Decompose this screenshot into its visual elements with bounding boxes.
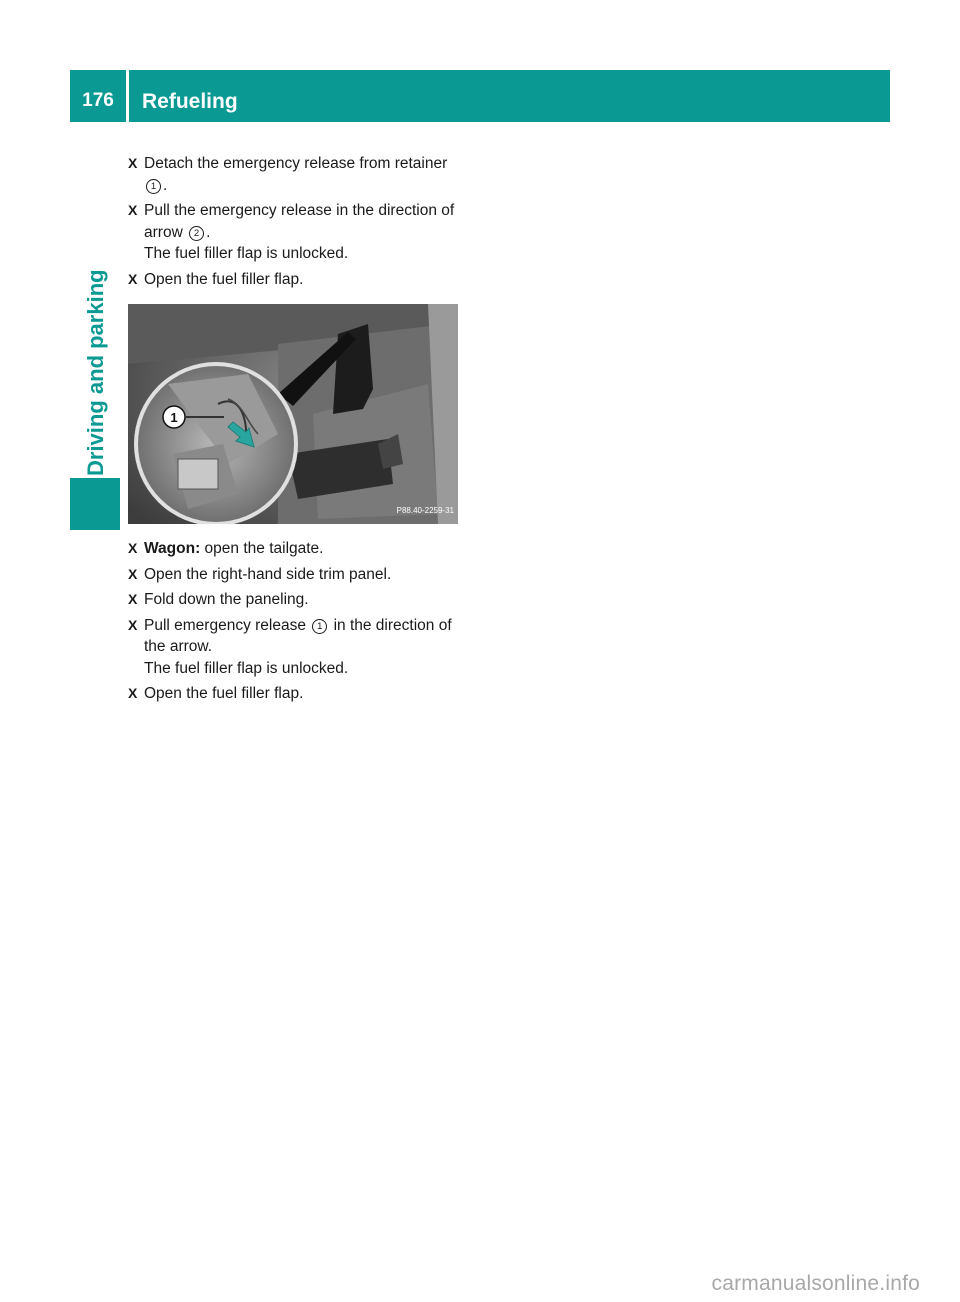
callout-1-icon: 1 (146, 179, 161, 194)
step-text: Pull emergency release (144, 616, 311, 634)
step-marker-icon: X (128, 616, 138, 633)
step-text: Open the right-hand side trim panel. (144, 565, 392, 583)
callout-2-icon: 2 (189, 226, 204, 241)
step-marker-icon: X (128, 565, 138, 582)
step-marker-icon: X (128, 591, 138, 607)
step-item (128, 200, 462, 265)
step-text: Fold down the paneling. (144, 591, 309, 608)
step-result: The fuel filler flap is unlocked. (144, 245, 349, 262)
step-text: . (206, 223, 211, 241)
figure-code: P88.40-2259-31 (396, 505, 454, 515)
step-result: The fuel filler flap is unlocked. (144, 659, 349, 677)
step-item (128, 683, 462, 705)
step-item (128, 589, 462, 611)
watermark: carmanualsonline.info (711, 1272, 920, 1295)
content-column (128, 153, 462, 709)
step-bold-label: Wagon: (144, 540, 201, 557)
step-text: Pull the emergency release in the direction of arrow (144, 202, 455, 241)
step-text: Detach the emergency release from retainer (144, 155, 448, 172)
header-divider (126, 70, 129, 122)
section-title: Refueling (142, 90, 238, 113)
step-text: in the direction of the arrow. (144, 616, 452, 655)
step-text: Open the fuel filler flap. (144, 685, 304, 702)
side-tab-block (70, 478, 120, 530)
callout-1-icon: 1 (312, 619, 327, 634)
side-tab-label: Driving and parking (83, 269, 108, 476)
step-item (128, 538, 462, 560)
step-item (128, 153, 462, 196)
trunk-illustration (128, 304, 458, 524)
step-marker-icon: X (128, 685, 138, 701)
figure-image (128, 304, 458, 524)
figure-callout-label: 1 (170, 410, 178, 425)
step-marker-icon: X (128, 270, 138, 287)
step-text: . (163, 176, 168, 194)
step-item (128, 269, 462, 291)
step-marker-icon: X (128, 540, 138, 556)
step-item (128, 615, 462, 680)
step-item (128, 564, 462, 586)
step-marker-icon: X (128, 202, 138, 218)
step-text: Open the fuel filler flap. (144, 270, 304, 288)
step-text: open the tailgate. (200, 540, 324, 557)
step-marker-icon: X (128, 155, 138, 171)
page-number: 176 (82, 90, 114, 111)
